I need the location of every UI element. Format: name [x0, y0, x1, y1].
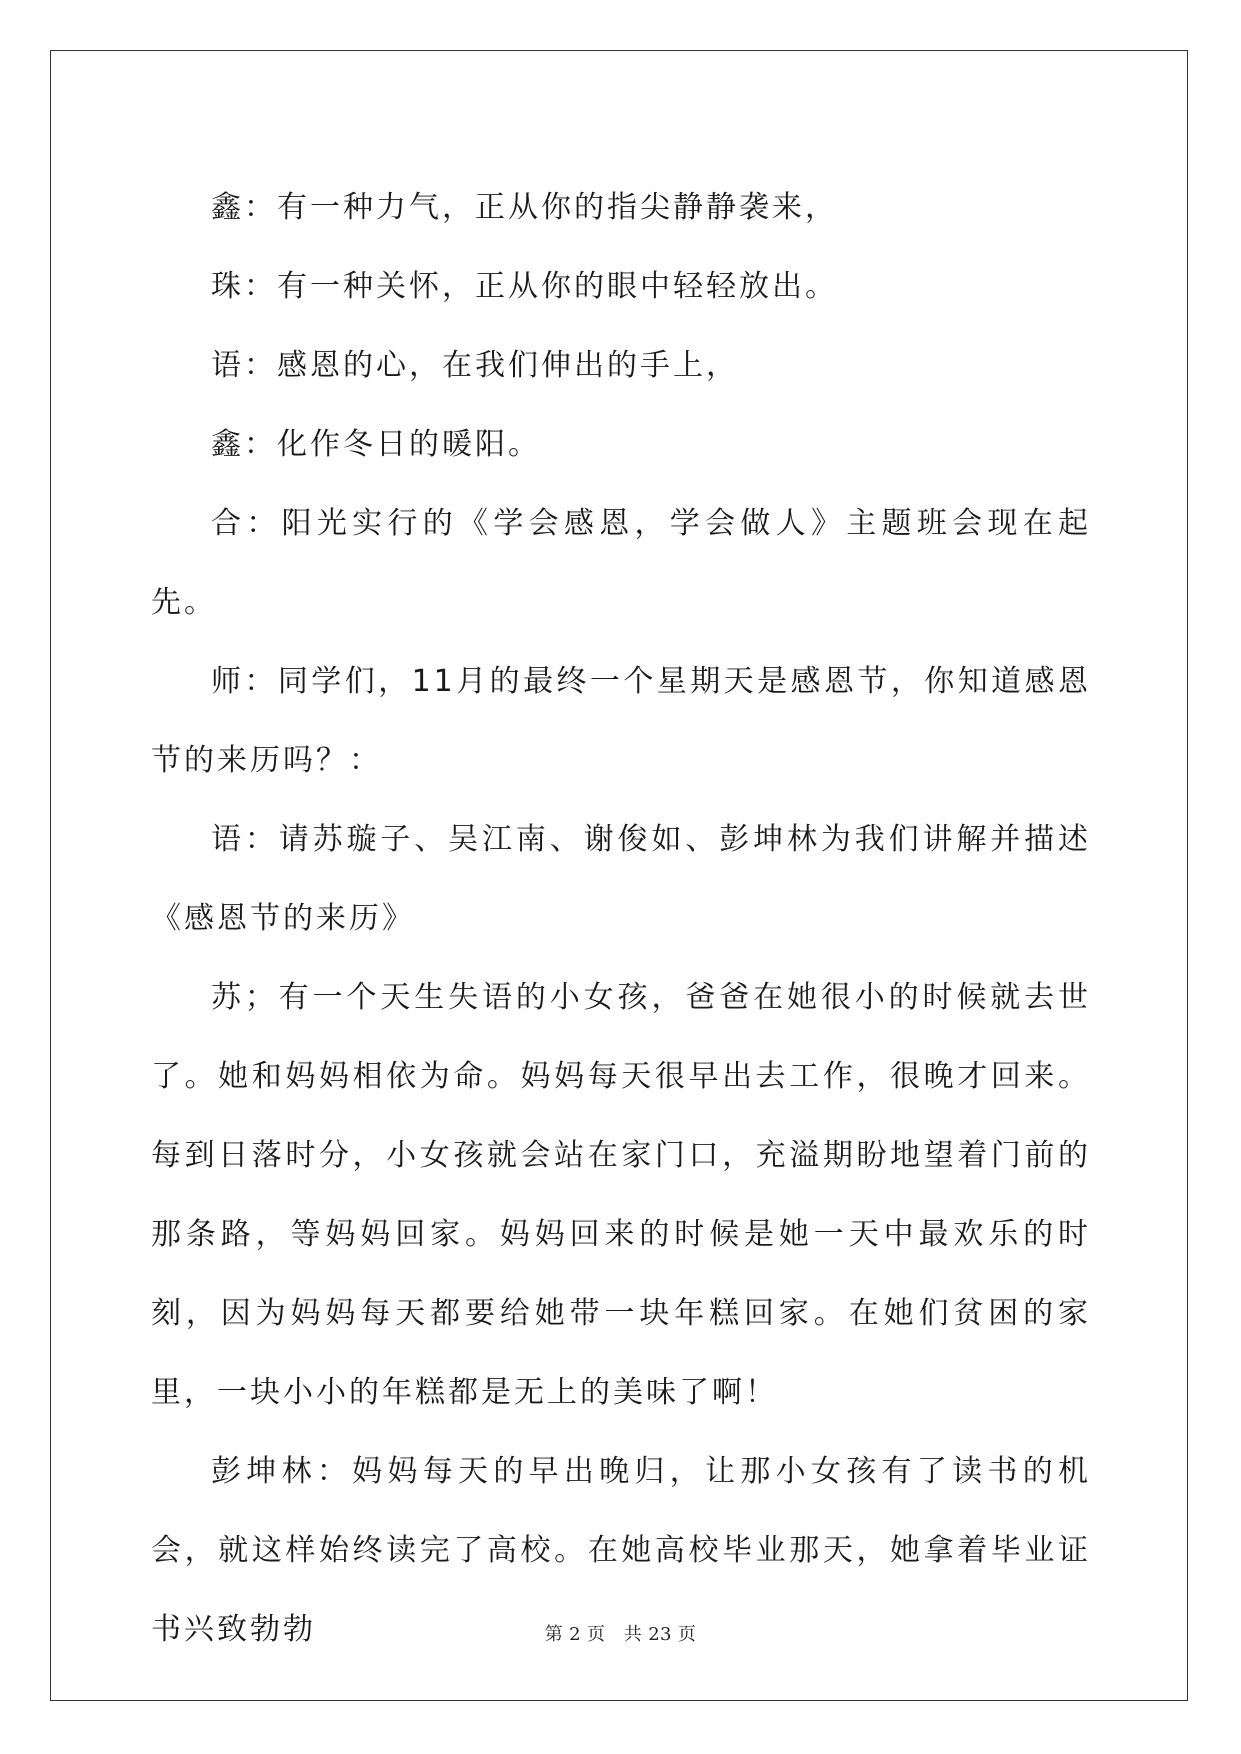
paragraph: 语：感恩的心，在我们伸出的手上，	[211, 348, 739, 383]
paragraph: 鑫：化作冬日的暖阳。	[211, 427, 541, 462]
paragraph: 语：请苏璇子、吴江南、谢俊如、彭坤林为我们讲解并描述《感恩节的来历》	[151, 822, 1091, 936]
paragraph: 苏；有一个天生失语的小女孩，爸爸在她很小的时候就去世了。她和妈妈相依为命。妈妈每天很早出去工作，很晚才回来。每到日落时分，小女孩就会站在家门口，充溢期盼地望着门前的那条路，等妈妈回家。妈妈回来的时候是她一天中最欢乐的时刻，因为妈妈每天都要给她带一块年糕回家。在她们贫困的家里，一块小小的年糕都是无上的美味了啊！	[151, 980, 1091, 1410]
paragraph: 鑫：有一种力气，正从你的指尖静静袭来，	[211, 190, 838, 225]
paragraph: 珠：有一种关怀，正从你的眼中轻轻放出。	[211, 269, 838, 304]
document-body	[151, 168, 1091, 1669]
page-number-footer: 第 2 页 共 23 页	[544, 1624, 697, 1645]
paragraph: 师：同学们，11月的最终一个星期天是感恩节，你知道感恩节的来历吗？：	[151, 664, 1091, 778]
paragraph: 彭坤林：妈妈每天的早出晚归，让那小女孩有了读书的机会，就这样始终读完了高校。在她高校毕业那天，她拿着毕业证书兴致勃勃	[151, 1454, 1091, 1647]
paragraph: 合：阳光实行的《学会感恩，学会做人》主题班会现在起先。	[151, 506, 1091, 620]
